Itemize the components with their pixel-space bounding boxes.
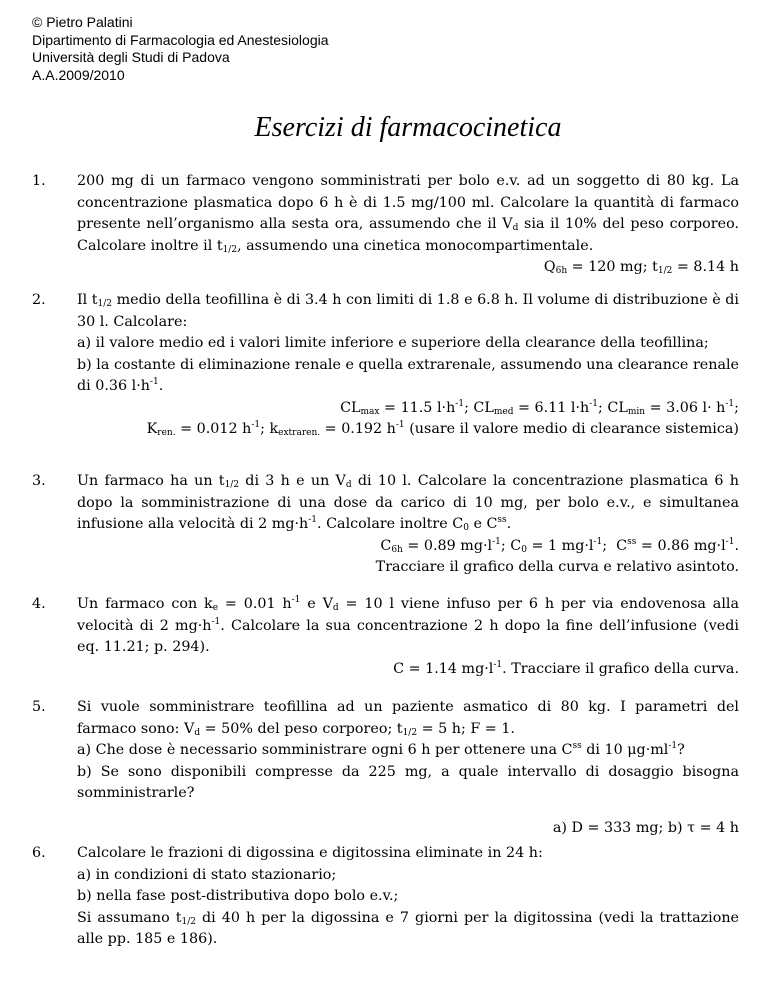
exercise-text: Calcolare le frazioni di digossina e digitossina eliminate in 24 h: a) in condizioni di stato stazionario; b) nella fase post-distributiva dopo bolo e.v.; Si assumano $t_{1/2}$ di 40 h per la digossina e 7 giorni per la digitossina (vedi la trattazione alle pp. 185 e 186). [77, 845, 739, 947]
copyright-line: © Pietro Palatini [32, 14, 133, 30]
page-title: Esercizi di farmacocinetica [254, 112, 562, 143]
header [32, 14, 329, 84]
exercise-answer: $K_{ren.} = 0.012$ $h^{-1}$; $k_{extraren.} = 0.192$ $h^{-1}$ (usare il valore medio di clearance sistemica) [146, 420, 739, 438]
exercise-answer: $Q_{6h} = 120$ mg; $t_{1/2} = 8.14$ h [543, 259, 739, 276]
exercise-text: Il $t_{1/2}$ medio della teofillina è di 3.4 h con limiti di 1.8 e 6.8 h. Il volume di distribuzione è di 30 l. Calcolare: a) il valore medio ed i valori limite inferiore e superiore della clearance della teofillina; b) la costante di eliminazione renale e quella extrarenale, assumendo una clearance renale di 0.36 $l\cdot h^{-1}$. [77, 292, 740, 394]
exercise-6 [32, 843, 739, 951]
exercise-text: Un farmaco ha un $t_{1/2}$ di 3 h e un $V_d$ di 10 l. Calcolare la concentrazione plasmatica 6 h dopo la somministrazione di una dose da carico di 10 mg, per bolo e.v., e simultanea infusione alla velocità di 2 $mg\cdot h^{-1}$. Calcolare inoltre $C_0$ e $C^{ss}$. [77, 473, 739, 533]
exercise-number: 4. [32, 596, 46, 612]
exercise-number: 1. [32, 173, 46, 189]
university-line: Università degli Studi di Padova [32, 49, 230, 65]
exercise-5 [32, 697, 739, 839]
exercise-number: 5. [32, 699, 46, 715]
exercise-answer: $C_{6h} = 0.89$ $mg\cdot l^{-1}$; $C_0 = 1$ $mg\cdot l^{-1}$; $C^{ss} = 0.86$ $mg\cdot l^{-1}$. [380, 536, 739, 555]
exercise-answer: Tracciare il grafico della curva e relativo asintoto. [375, 559, 739, 575]
exercise-number: 3. [32, 473, 46, 489]
exercise-2 [32, 290, 739, 441]
exercise-answer: $CL_{max} = 11.5$ $l\cdot h^{-1}$; $CL_{med} = 6.11$ $l\cdot h^{-1}$; $CL_{min} = 3.06$ $l\cdot h^{-1}$; [340, 398, 739, 417]
exercise-text: Si vuole somministrare teofillina ad un paziente asmatico di 80 kg. I parametri del farmaco sono: $V_d = 50\%$ del peso corporeo; $t_{1/2} = 5$ h; F = 1. a) Che dose è necessario somministrare ogni 6 h per ottenere una $C^{ss}$ di 10 $\mu g\cdot ml^{-1}$? b) Se sono disponibili compresse da 225 mg, a quale intervallo di dosaggio bisogna somministrarle? [77, 699, 739, 801]
academic-year-line: A.A.2009/2010 [32, 66, 125, 83]
exercise-1 [32, 171, 739, 279]
exercise-text: 200 mg di un farmaco vengono somministrati per bolo e.v. ad un soggetto di 80 kg. La concentrazione plasmatica dopo 6 h è di 1.5 mg/100 ml. Calcolare la quantità di farmaco presente nell’organismo alla sesta ora, assumendo che il $V_d$ sia il 10% del peso corporeo. Calcolare inoltre il $t_{1/2}$, assumendo una cinetica monocompartimentale. [77, 173, 739, 255]
department-line: Dipartimento di Farmacologia ed Anestesiologia [32, 31, 329, 48]
exercise-3 [32, 471, 739, 579]
exercise-number: 6. [32, 845, 46, 861]
exercise-text: Un farmaco con $k_e = 0.01$ $h^{-1}$ e $V_d = 10$ l viene infuso per 6 h per via endovenosa alla velocità di 2 $mg\cdot h^{-1}$. Calcolare la sua concentrazione 2 h dopo la fine dell’infusione (vedi eq. 11.21; p. 294). [77, 595, 739, 655]
exercise-answer: a) D = 333 mg; b) τ = 4 h [552, 819, 739, 836]
exercise-number: 2. [32, 292, 46, 308]
exercise-answer: C = 1.14 $mg\cdot l^{-1}$. Tracciare il grafico della curva. [393, 659, 739, 677]
exercise-4 [32, 594, 739, 680]
